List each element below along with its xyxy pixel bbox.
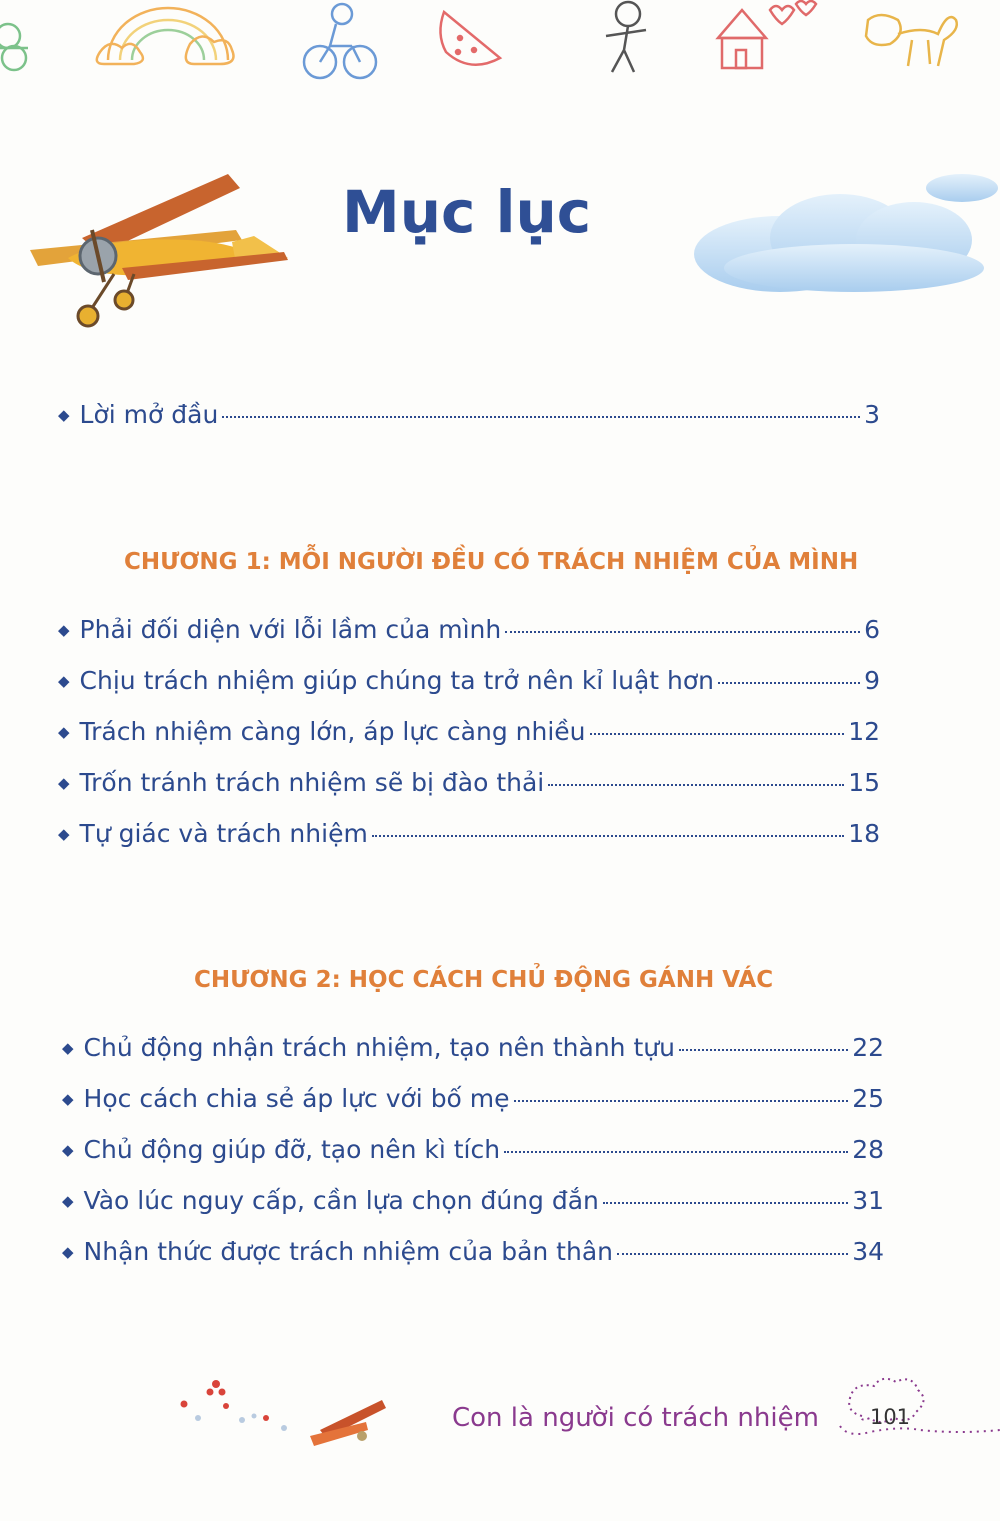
toc-entry[interactable] xyxy=(62,1186,884,1215)
dot-leader xyxy=(504,1151,848,1153)
biplane-illustration xyxy=(22,170,294,335)
clover-doodle-icon xyxy=(0,24,28,70)
toc-entry[interactable] xyxy=(58,768,880,797)
toc-entry-label: Phải đối diện với lỗi lầm của mình xyxy=(79,615,502,644)
dot-leader xyxy=(718,682,860,684)
toc-entry[interactable] xyxy=(58,615,880,644)
page-number: 101 xyxy=(869,1405,911,1429)
toc-entry-page: 9 xyxy=(864,666,880,695)
toc-entry-label: Tự giác và trách nhiệm xyxy=(79,819,368,848)
bullet-icon: ◆ xyxy=(58,774,70,792)
bullet-icon: ◆ xyxy=(62,1090,74,1108)
bullet-icon: ◆ xyxy=(58,406,70,424)
doodle-banner xyxy=(0,0,1000,90)
toc-entry-page: 22 xyxy=(852,1033,884,1062)
toc-entry[interactable] xyxy=(62,1237,884,1266)
toc-entry-label: Lời mở đầu xyxy=(79,400,219,429)
toc-entry-label: Chủ động nhận trách nhiệm, tạo nên thành tựu xyxy=(83,1033,675,1062)
toc-entry-page: 12 xyxy=(848,717,880,746)
toc-entry-label: Chủ động giúp đỡ, tạo nên kì tích xyxy=(83,1135,501,1164)
page-title: Mục lục xyxy=(342,178,592,246)
kid-doodle-icon xyxy=(606,2,646,72)
toc-entry[interactable] xyxy=(58,819,880,848)
toc-entry[interactable] xyxy=(58,717,880,746)
toc-entry-label: Trách nhiệm càng lớn, áp lực càng nhiều xyxy=(79,717,586,746)
bullet-icon: ◆ xyxy=(58,672,70,690)
bullet-icon: ◆ xyxy=(58,723,70,741)
toc-entry[interactable] xyxy=(62,1033,884,1062)
toc-entry-label: Học cách chia sẻ áp lực với bố mẹ xyxy=(83,1084,510,1113)
bullet-icon: ◆ xyxy=(62,1141,74,1159)
toc-entry-page: 31 xyxy=(852,1186,884,1215)
toc-entry-page: 15 xyxy=(848,768,880,797)
dot-leader xyxy=(590,733,845,735)
toc-entry[interactable] xyxy=(62,1135,884,1164)
bullet-icon: ◆ xyxy=(58,621,70,639)
dot-leader xyxy=(372,835,844,837)
toc-entry-page: 18 xyxy=(848,819,880,848)
dot-leader xyxy=(603,1202,848,1204)
toc-entry-label: Nhận thức được trách nhiệm của bản thân xyxy=(83,1237,613,1266)
clouds-decoration xyxy=(690,168,1000,298)
toc-entry-page: 34 xyxy=(852,1237,884,1266)
dot-leader xyxy=(514,1100,849,1102)
toc-entry[interactable] xyxy=(58,666,880,695)
small-biplane-icon xyxy=(310,1400,386,1446)
footer-book-title: Con là người có trách nhiệm xyxy=(452,1403,819,1433)
rainbow-doodle-icon xyxy=(97,8,234,64)
toc-entry-label: Trốn tránh trách nhiệm sẽ bị đào thải xyxy=(79,768,545,797)
chapter-heading: CHƯƠNG 2: HỌC CÁCH CHỦ ĐỘNG GÁNH VÁC xyxy=(194,967,774,993)
dog-doodle-icon xyxy=(866,15,957,66)
cyclist-doodle-icon xyxy=(304,4,376,78)
dot-leader xyxy=(505,631,860,633)
toc-entry-label: Chịu trách nhiệm giúp chúng ta trở nên kỉ luật hơn xyxy=(79,666,715,695)
toc-entry-page: 6 xyxy=(864,615,880,644)
house-doodle-icon xyxy=(718,1,816,68)
chapter-heading: CHƯƠNG 1: MỖI NGƯỜI ĐỀU CÓ TRÁCH NHIỆM CỦA MÌNH xyxy=(124,549,859,575)
toc-entry-label: Vào lúc nguy cấp, cần lựa chọn đúng đắn xyxy=(83,1186,599,1215)
bullet-icon: ◆ xyxy=(62,1192,74,1210)
bullet-icon: ◆ xyxy=(58,825,70,843)
bullet-icon: ◆ xyxy=(62,1243,74,1261)
toc-entry[interactable] xyxy=(62,1084,884,1113)
dot-leader xyxy=(548,784,844,786)
toc-entry-page: 3 xyxy=(864,400,880,429)
watermelon-doodle-icon xyxy=(440,12,500,65)
dot-leader xyxy=(679,1049,848,1051)
bullet-icon: ◆ xyxy=(62,1039,74,1057)
dot-leader xyxy=(222,416,860,418)
toc-entry-intro[interactable] xyxy=(58,400,880,429)
dot-leader xyxy=(617,1253,848,1255)
toc-entry-page: 28 xyxy=(852,1135,884,1164)
toc-entry-page: 25 xyxy=(852,1084,884,1113)
